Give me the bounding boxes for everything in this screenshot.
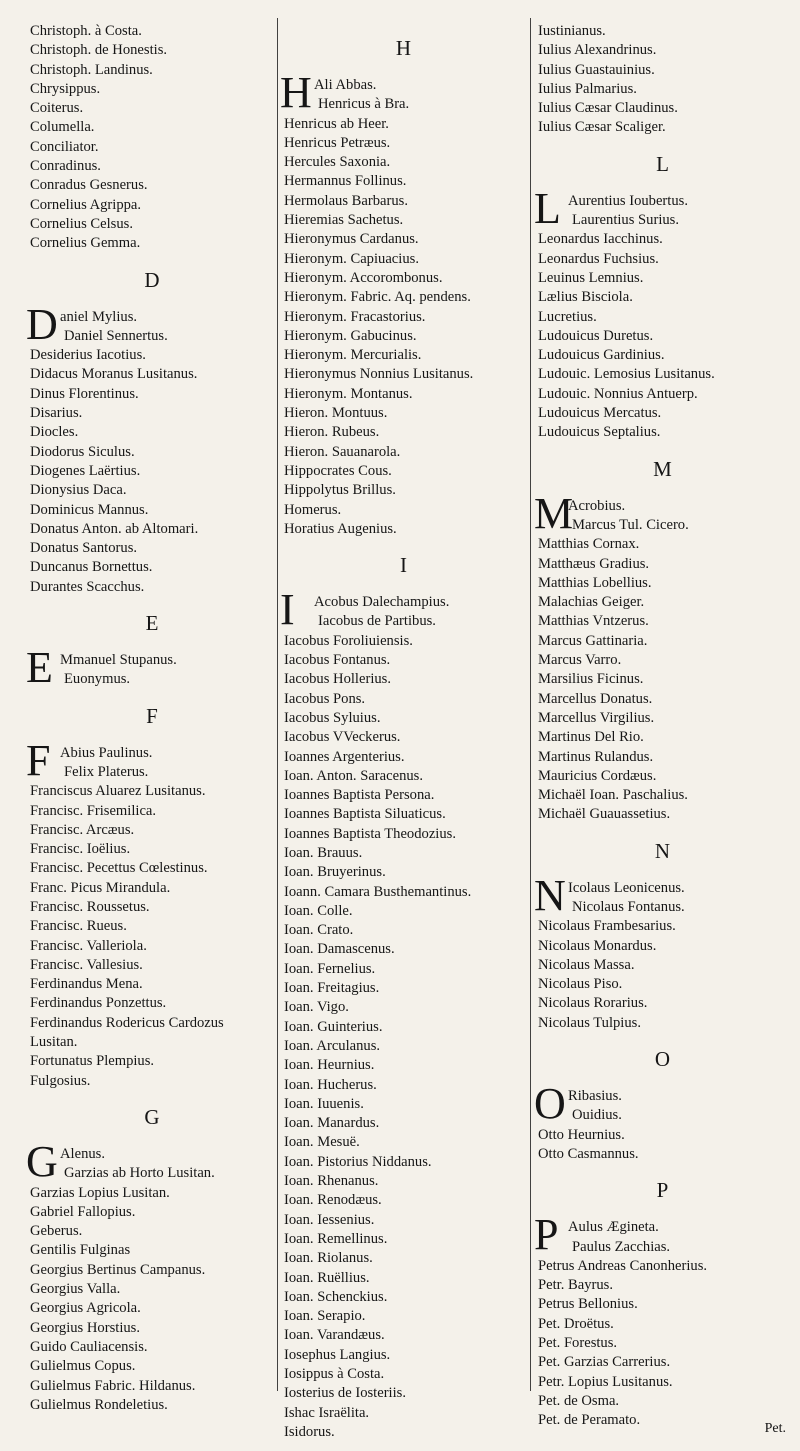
index-entry: Leonardus Fuchsius. xyxy=(538,250,659,267)
index-entry: Homerus. xyxy=(284,501,342,518)
index-entry: Acobus Dalechampius. xyxy=(314,594,450,611)
index-entry: Lusitan. xyxy=(30,1034,78,1051)
index-entry: Ioan. Freitagius. xyxy=(284,980,380,997)
index-entry: Nicolaus Frambesarius. xyxy=(538,918,676,935)
index-entry: Ioan. Serapio. xyxy=(284,1308,366,1325)
index-entry: Ioannes Argenterius. xyxy=(284,748,405,765)
index-entry: Donatus Santorus. xyxy=(30,540,138,557)
drop-cap-initial: F xyxy=(26,735,51,785)
drop-cap-initial: O xyxy=(534,1079,566,1129)
index-entry: Isidorus. xyxy=(284,1423,335,1440)
section-letter-heading: L xyxy=(656,151,670,176)
index-entry: Dionysius Daca. xyxy=(30,482,127,499)
index-entry: Pet. Garzias Carrerius. xyxy=(538,1354,671,1371)
section-letter-heading: O xyxy=(654,1047,672,1072)
index-entry: Iosippus à Costa. xyxy=(284,1366,385,1382)
index-entry: Horatius Augenius. xyxy=(284,520,397,537)
index-entry: Leuinus Lemnius. xyxy=(538,269,644,286)
drop-cap-initial: N xyxy=(534,870,566,920)
index-entry: Petrus Andreas Canonherius. xyxy=(538,1257,708,1274)
index-column-3 xyxy=(534,22,788,1431)
name-group xyxy=(30,22,275,254)
index-entry: Ribasius. xyxy=(568,1088,622,1105)
index-entry: Ioannes Baptista Persona. xyxy=(284,787,435,804)
section-letter-heading: E xyxy=(145,611,160,636)
index-entry: Martinus Rulandus. xyxy=(538,748,654,765)
index-entry: Gulielmus Rondeletius. xyxy=(30,1396,168,1413)
index-entry: Didacus Moranus Lusitanus. xyxy=(30,366,198,383)
index-column-2 xyxy=(280,22,524,1442)
index-entry: aniel Mylius. xyxy=(60,308,138,325)
index-entry: Ioan. Colle. xyxy=(284,902,353,919)
index-entry: Ioan. Vigo. xyxy=(284,999,349,1016)
index-entry: Felix Platerus. xyxy=(64,763,149,780)
index-entry: Petr. Lopius Lusitanus. xyxy=(538,1373,673,1390)
name-group xyxy=(534,183,788,443)
index-entry: Lælius Bisciola. xyxy=(538,289,633,306)
index-entry: Hieronym. Montanus. xyxy=(284,385,413,402)
name-group xyxy=(538,22,788,138)
column-rule-left xyxy=(277,18,278,1391)
index-entry: Hippolytus Brillus. xyxy=(284,482,396,499)
index-entry: Ioan. Heurnius. xyxy=(284,1057,375,1074)
index-entry: Iosephus Langius. xyxy=(284,1346,391,1363)
index-entry: Ioan. Mesuë. xyxy=(284,1134,360,1151)
index-entry: Ioan. Hucherus. xyxy=(284,1076,377,1093)
index-entry: Hieron. Montuus. xyxy=(284,405,388,422)
index-entry: Garzias Lopius Lusitan. xyxy=(30,1184,170,1201)
name-group xyxy=(534,1079,788,1164)
name-group xyxy=(534,870,788,1033)
index-entry: Acrobius. xyxy=(568,497,626,514)
index-entry: Iulius Cæsar Scaliger. xyxy=(538,119,666,136)
index-entry: Ioan. Ruëllius. xyxy=(284,1269,370,1286)
index-entry: Francisc. Valleriola. xyxy=(30,937,147,954)
index-entry: Marcellus Virgilius. xyxy=(538,709,655,726)
index-entry: Desiderius Iacotius. xyxy=(30,347,146,364)
index-entry: Ludouic. Lemosius Lusitanus. xyxy=(538,366,715,383)
index-entry: Ioan. Bruyerinus. xyxy=(284,864,386,881)
index-entry: Iulius Alexandrinus. xyxy=(538,42,657,59)
index-entry: Ioan. Remellinus. xyxy=(284,1230,388,1247)
name-group xyxy=(280,585,524,1442)
index-entry: Fortunatus Plempius. xyxy=(30,1053,155,1070)
index-entry: Ludouicus Mercatus. xyxy=(538,405,662,422)
index-entry: Ludouicus Septalius. xyxy=(538,424,661,441)
index-entry: Hieronym. Accorombonus. xyxy=(284,269,443,286)
index-entry: Guido Cauliacensis. xyxy=(30,1338,148,1355)
index-entry: Columella. xyxy=(30,119,95,136)
index-entry: Nicolaus Monardus. xyxy=(538,937,657,954)
index-entry: Nicolaus Massa. xyxy=(538,956,635,973)
name-group xyxy=(26,643,275,693)
name-group xyxy=(280,68,524,539)
index-entry: Gulielmus Copus. xyxy=(30,1358,136,1375)
drop-cap-initial: L xyxy=(534,183,561,233)
index-entry: Ioan. Damascenus. xyxy=(284,941,395,958)
index-entry: Fulgosius. xyxy=(30,1072,91,1089)
drop-cap-initial: H xyxy=(280,68,312,117)
drop-cap-initial: P xyxy=(534,1210,559,1260)
index-entry: Iulius Palmarius. xyxy=(538,80,637,97)
index-entry: Marcus Varro. xyxy=(538,652,622,669)
index-entry: Ludouicus Gardinius. xyxy=(538,347,665,364)
index-entry: Pet. Droëtus. xyxy=(538,1315,614,1332)
index-entry: Aulus Ægineta. xyxy=(568,1219,659,1236)
drop-cap-initial: E xyxy=(26,643,53,693)
section-letter-heading: I xyxy=(400,553,408,578)
index-entry: Diocles. xyxy=(30,424,79,441)
index-entry: Pet. de Osma. xyxy=(538,1392,620,1409)
name-group xyxy=(26,1136,275,1415)
index-entry: Disarius. xyxy=(30,405,83,422)
index-entry: Coiterus. xyxy=(30,100,84,117)
index-entry: Donatus Anton. ab Altomari. xyxy=(30,520,199,537)
index-entry: Matthias Cornax. xyxy=(538,536,640,553)
catchword: Pet. xyxy=(764,1421,786,1436)
section-letter-heading: H xyxy=(395,36,413,60)
index-entry: Durantes Scacchus. xyxy=(30,578,145,595)
index-entry: Ioann. Camara Busthemantinus. xyxy=(284,883,472,900)
index-entry: Ferdinandus Rodericus Cardozus xyxy=(30,1014,224,1031)
index-entry: Hieronym. Fracastorius. xyxy=(284,308,426,325)
index-entry: Iacobus Foroliuiensis. xyxy=(284,632,413,649)
index-entry: Hieronym. Fabric. Aq. pendens. xyxy=(284,289,471,306)
index-entry: Conciliator. xyxy=(30,138,99,155)
index-entry: Ludouic. Nonnius Antuerp. xyxy=(538,385,698,402)
index-entry: Martinus Del Rio. xyxy=(538,729,644,746)
index-entry: Cornelius Agrippa. xyxy=(30,196,142,213)
index-entry: Garzias ab Horto Lusitan. xyxy=(64,1165,215,1182)
index-entry: Hieronym. Gabucinus. xyxy=(284,327,417,344)
index-entry: Ferdinandus Ponzettus. xyxy=(30,995,167,1012)
index-entry: Ishac Israëlita. xyxy=(284,1404,370,1421)
index-entry: Aurentius Ioubertus. xyxy=(568,192,688,209)
index-entry: Marcellus Donatus. xyxy=(538,690,653,707)
index-entry: Hieron. Rubeus. xyxy=(284,424,380,441)
index-entry: Henricus Petræus. xyxy=(284,134,391,151)
index-entry: Iacobus Pons. xyxy=(284,690,366,707)
index-entry: Otto Heurnius. xyxy=(538,1126,625,1143)
index-entry: Michaël Guauassetius. xyxy=(538,806,671,823)
name-group xyxy=(26,735,275,1091)
index-entry: Henricus à Bra. xyxy=(318,96,410,113)
index-entry: Ioan. Renodæus. xyxy=(284,1192,382,1209)
index-entry: Gabriel Fallopius. xyxy=(30,1203,136,1220)
index-entry: Paulus Zacchias. xyxy=(572,1238,671,1255)
index-entry: Hieronym. Mercurialis. xyxy=(284,347,422,364)
index-entry: Ali Abbas. xyxy=(314,77,377,93)
index-entry: Hermannus Follinus. xyxy=(284,173,407,190)
index-entry: Marcus Tul. Cicero. xyxy=(572,516,689,533)
index-entry: Franciscus Aluarez Lusitanus. xyxy=(30,783,206,800)
index-entry: Iustinianus. xyxy=(538,23,606,39)
index-entry: Conradus Gesnerus. xyxy=(30,177,148,194)
index-entry: Ioan. Guinterius. xyxy=(284,1018,383,1035)
index-entry: Ioan. Brauus. xyxy=(284,844,363,861)
index-entry: Franc. Picus Mirandula. xyxy=(30,879,171,896)
section-letter-heading: D xyxy=(144,267,161,292)
index-entry: Cornelius Gemma. xyxy=(30,235,141,252)
index-entry: Euonymus. xyxy=(64,671,131,688)
name-group xyxy=(534,1210,788,1430)
index-entry: Iacobus de Partibus. xyxy=(318,613,436,630)
index-entry: Francisc. Frisemilica. xyxy=(30,802,157,819)
index-entry: Christoph. de Honestis. xyxy=(30,42,168,59)
index-entry: Matthias Lobellius. xyxy=(538,574,652,591)
index-entry: Iacobus VVeckerus. xyxy=(284,729,401,746)
index-entry: Iacobus Hollerius. xyxy=(284,671,391,688)
index-entry: Francisc. Roussetus. xyxy=(30,898,150,915)
section-letter-heading: F xyxy=(146,703,159,728)
drop-cap-initial: I xyxy=(280,585,295,635)
index-entry: Hieron. Sauanarola. xyxy=(284,443,401,460)
index-entry: Nicolaus Fontanus. xyxy=(572,898,685,915)
section-letter-heading: G xyxy=(144,1104,161,1129)
index-entry: Michaël Ioan. Paschalius. xyxy=(538,787,688,804)
index-entry: Leonardus Iacchinus. xyxy=(538,231,663,248)
index-entry: Georgius Valla. xyxy=(30,1281,121,1298)
index-entry: Ioan. Arculanus. xyxy=(284,1037,381,1054)
index-entry: Ioannes Baptista Siluaticus. xyxy=(284,806,446,823)
index-entry: Christoph. Landinus. xyxy=(30,61,153,78)
index-entry: Ioan. Iessenius. xyxy=(284,1211,375,1228)
index-column-1 xyxy=(26,22,275,1415)
index-entry: Matthias Vntzerus. xyxy=(538,613,649,630)
drop-cap-initial: D xyxy=(26,299,58,349)
index-entry: Georgius Bertinus Campanus. xyxy=(30,1261,206,1278)
index-entry: Diogenes Laërtius. xyxy=(30,462,141,479)
name-group xyxy=(26,299,275,597)
index-entry: Georgius Horstius. xyxy=(30,1319,140,1336)
index-entry: Icolaus Leonicenus. xyxy=(568,879,685,896)
index-entry: Diodorus Siculus. xyxy=(30,443,135,460)
index-entry: Henricus ab Heer. xyxy=(284,115,389,132)
name-group xyxy=(534,488,788,825)
index-entry: Otto Casmannus. xyxy=(538,1145,639,1162)
index-entry: Hieremias Sachetus. xyxy=(284,212,404,229)
index-entry: Pet. Forestus. xyxy=(538,1335,618,1352)
index-entry: Hercules Saxonia. xyxy=(284,154,391,171)
index-entry: Petr. Bayrus. xyxy=(538,1277,613,1294)
index-entry: Iulius Guastauinius. xyxy=(538,61,655,78)
index-entry: Chrysippus. xyxy=(30,80,101,97)
section-letter-heading: N xyxy=(654,838,672,863)
index-entry: Marsilius Ficinus. xyxy=(538,671,644,688)
index-entry: Mauricius Cordæus. xyxy=(538,767,657,784)
index-entry: Mmanuel Stupanus. xyxy=(60,652,177,669)
index-entry: Alenus. xyxy=(60,1145,105,1162)
index-entry: Ioan. Pistorius Niddanus. xyxy=(284,1153,432,1170)
index-entry: Ioan. Manardus. xyxy=(284,1115,380,1132)
index-entry: Iacobus Fontanus. xyxy=(284,652,391,669)
index-entry: Hieronym. Capiuacius. xyxy=(284,250,419,267)
index-entry: Francisc. Ioëlius. xyxy=(30,841,131,858)
index-entry: Iulius Cæsar Claudinus. xyxy=(538,100,678,117)
index-entry: Daniel Sennertus. xyxy=(64,327,168,344)
index-entry: Ioannes Baptista Theodozius. xyxy=(284,825,456,842)
index-entry: Iosterius de Iosteriis. xyxy=(284,1385,406,1402)
drop-cap-initial: G xyxy=(26,1136,58,1186)
index-entry: Nicolaus Tulpius. xyxy=(538,1014,641,1031)
index-entry: Hermolaus Barbarus. xyxy=(284,192,409,209)
index-entry: Ioan. Schenckius. xyxy=(284,1288,388,1305)
column-rule-right xyxy=(530,18,531,1391)
index-entry: Gulielmus Fabric. Hildanus. xyxy=(30,1377,196,1394)
section-letter-heading: M xyxy=(653,456,673,481)
index-entry: Georgius Agricola. xyxy=(30,1300,141,1317)
index-entry: Pet. de Peramato. xyxy=(538,1412,641,1429)
index-entry: Ioan. Crato. xyxy=(284,922,354,939)
index-entry: Hieronymus Nonnius Lusitanus. xyxy=(284,366,474,383)
index-entry: Hieronymus Cardanus. xyxy=(284,231,419,248)
index-entry: Ioan. Rhenanus. xyxy=(284,1173,379,1190)
index-entry: Ioan. Fernelius. xyxy=(284,960,376,977)
index-entry: Conradinus. xyxy=(30,158,101,175)
index-entry: Ioan. Anton. Saracenus. xyxy=(284,767,424,784)
index-entry: Dominicus Mannus. xyxy=(30,501,149,518)
index-entry: Dinus Florentinus. xyxy=(30,385,139,402)
index-entry: Lucretius. xyxy=(538,308,597,325)
index-entry: Francisc. Arcæus. xyxy=(30,821,135,838)
index-entry: Christoph. à Costa. xyxy=(30,23,142,39)
index-entry: Abius Paulinus. xyxy=(60,744,153,761)
index-entry: Duncanus Bornettus. xyxy=(30,559,153,576)
index-entry: Gentilis Fulginas xyxy=(30,1242,131,1259)
index-entry: Francisc. Rueus. xyxy=(30,918,127,935)
index-entry: Ioan. Varandæus. xyxy=(284,1327,385,1344)
index-entry: Ferdinandus Mena. xyxy=(30,976,143,993)
index-entry: Petrus Bellonius. xyxy=(538,1296,638,1313)
index-entry: Hippocrates Cous. xyxy=(284,462,392,479)
index-entry: Ioan. Iuuenis. xyxy=(284,1095,364,1112)
section-letter-heading: P xyxy=(656,1178,670,1203)
drop-cap-initial: M xyxy=(534,488,574,538)
index-entry: Laurentius Surius. xyxy=(572,212,680,229)
index-entry: Iacobus Syluius. xyxy=(284,709,381,726)
index-entry: Cornelius Celsus. xyxy=(30,215,133,232)
index-entry: Francisc. Vallesius. xyxy=(30,956,143,973)
index-entry: Ludouicus Duretus. xyxy=(538,327,654,344)
index-entry: Geberus. xyxy=(30,1223,83,1240)
index-entry: Nicolaus Piso. xyxy=(538,976,623,993)
index-entry: Ioan. Riolanus. xyxy=(284,1250,373,1267)
index-entry: Francisc. Pecettus Cœlestinus. xyxy=(30,860,208,877)
index-entry: Nicolaus Rorarius. xyxy=(538,995,648,1012)
index-entry: Marcus Gattinaria. xyxy=(538,632,648,649)
index-entry: Matthæus Gradius. xyxy=(538,555,650,572)
index-entry: Malachias Geiger. xyxy=(538,594,645,611)
index-entry: Ouidius. xyxy=(572,1107,622,1124)
